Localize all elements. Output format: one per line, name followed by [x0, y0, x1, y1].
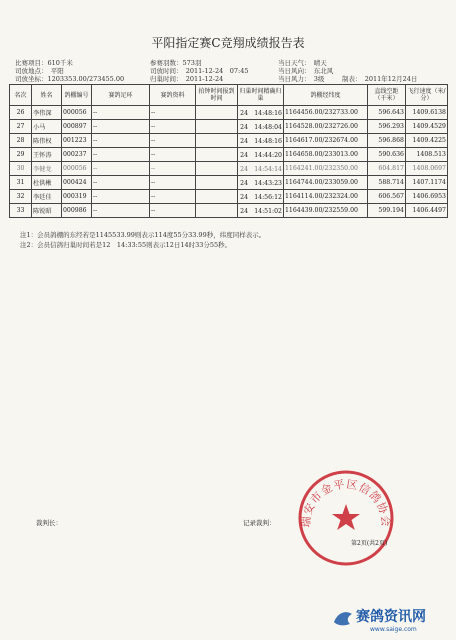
loft-id-cell: 000319 — [62, 190, 92, 204]
distance-cell: 596.643 — [368, 106, 406, 120]
stamp-text: 瑞安市金平区信鸽协会 — [299, 477, 393, 528]
table-row — [10, 176, 448, 190]
table-row — [10, 120, 448, 134]
pigeon-info-cell: -- — [150, 134, 196, 148]
info-wind-force: 当日风力： 3级 — [278, 75, 325, 83]
header-speed: 飞行速度（米/分） — [406, 85, 448, 106]
header-rank: 名次 — [10, 85, 32, 106]
header-distance: 直线空距（千米） — [368, 85, 406, 106]
clock-time-cell — [196, 134, 238, 148]
header-return-time: 归巢时间精确归巢 — [238, 85, 284, 106]
star-icon — [332, 504, 360, 530]
name-cell: 李廷佳 — [32, 190, 62, 204]
ring-cell: -- — [92, 176, 150, 190]
clock-time-cell — [196, 190, 238, 204]
note-1: 注1：会员鸽棚的东经若是1145533.99则表示114度55分33.99秒，纬度同样表示。 — [20, 231, 266, 239]
table-row — [10, 148, 448, 162]
distance-cell: 596.868 — [368, 134, 406, 148]
return-time-cell: 24 14:43:23 — [238, 176, 284, 190]
loft-id-cell: 000056 — [62, 162, 92, 176]
info-wind-direction: 当日风向： 东北风 — [278, 67, 334, 75]
info-weather: 当日天气： 晴天 — [278, 59, 327, 67]
return-time-cell: 24 14:51:02 — [238, 204, 284, 218]
header-loft-coordinates: 鸽棚经纬度 — [284, 85, 368, 106]
info-coord: 司放坐标：1203353.00/273455.00 — [15, 75, 125, 83]
table-row — [10, 134, 448, 148]
table-row — [10, 106, 448, 120]
speed-cell: 1409.4529 — [406, 120, 448, 134]
pigeon-info-cell: -- — [150, 148, 196, 162]
coordinates-cell: 1164114.00/232324.00 — [284, 190, 368, 204]
table-row — [10, 190, 448, 204]
header-ring: 赛鸽足环 — [92, 85, 150, 106]
return-time-cell: 24 14:48:16 — [238, 106, 284, 120]
info-return-time: 归巢时间： 2011-12-24 — [150, 75, 224, 83]
distance-cell: 604.817 — [368, 162, 406, 176]
clock-time-cell — [196, 148, 238, 162]
info-report-date: 制表： 2011年12月24日 — [342, 75, 418, 83]
return-time-cell: 24 14:48:04 — [238, 120, 284, 134]
header-name: 姓名 — [32, 85, 62, 106]
pigeon-info-cell: -- — [150, 176, 196, 190]
coordinates-cell: 1164456.00/232733.00 — [284, 106, 368, 120]
return-time-cell: 24 14:48:16 — [238, 134, 284, 148]
ring-cell: -- — [92, 204, 150, 218]
distance-cell: 596.293 — [368, 120, 406, 134]
speed-cell: 1409.4225 — [406, 134, 448, 148]
page-number: 第2页(共2页) — [351, 540, 388, 547]
info-count: 参赛羽数：573羽 — [150, 59, 202, 67]
return-time-cell: 24 14:54:14 — [238, 162, 284, 176]
pigeon-info-cell: -- — [150, 106, 196, 120]
name-cell: 陈伟权 — [32, 134, 62, 148]
rank-cell: 29 — [10, 148, 32, 162]
ring-cell: -- — [92, 190, 150, 204]
rank-cell: 28 — [10, 134, 32, 148]
page-title: 平阳指定赛C竞翔成绩报告表 — [151, 36, 305, 50]
distance-cell: 599.194 — [368, 204, 406, 218]
pigeon-logo-icon — [334, 612, 352, 625]
ring-cell: -- — [92, 120, 150, 134]
return-time-cell: 24 14:56:12 — [238, 190, 284, 204]
distance-cell: 606.567 — [368, 190, 406, 204]
recorder-label: 记录裁判： — [243, 519, 276, 527]
ring-cell: -- — [92, 106, 150, 120]
name-cell: 陈锐昭 — [32, 204, 62, 218]
association-seal — [296, 468, 396, 568]
coordinates-cell: 1164744.00/233059.00 — [284, 176, 368, 190]
table-row — [10, 204, 448, 218]
pigeon-info-cell: -- — [150, 120, 196, 134]
distance-cell: 588.714 — [368, 176, 406, 190]
rank-cell: 26 — [10, 106, 32, 120]
watermark-brand: 赛鸽资讯网 — [356, 609, 426, 625]
ring-cell: -- — [92, 148, 150, 162]
pigeon-info-cell: -- — [150, 204, 196, 218]
header-clock-time: 拍钟时间报到时间 — [196, 85, 238, 106]
loft-id-cell: 000897 — [62, 120, 92, 134]
rank-cell: 30 — [10, 162, 32, 176]
referee-label: 裁判长： — [36, 519, 62, 527]
loft-id-cell: 001223 — [62, 134, 92, 148]
coordinates-cell: 1164439.00/232559.00 — [284, 204, 368, 218]
speed-cell: 1409.6138 — [406, 106, 448, 120]
results-table — [9, 84, 448, 218]
name-cell: 小马 — [32, 120, 62, 134]
ring-cell: -- — [92, 134, 150, 148]
loft-id-cell: 000986 — [62, 204, 92, 218]
speed-cell: 1408.513 — [406, 148, 448, 162]
pigeon-info-cell: -- — [150, 162, 196, 176]
name-cell: 李伟深 — [32, 106, 62, 120]
return-time-cell: 24 14:44:20 — [238, 148, 284, 162]
watermark-url: www.saige.com — [370, 626, 417, 633]
loft-id-cell: 000056 — [62, 106, 92, 120]
rank-cell: 27 — [10, 120, 32, 134]
note-2: 注2：会员信鸽归巢时间若是12 14:33:55则表示12日14时33分55秒。 — [20, 241, 232, 249]
rank-cell: 32 — [10, 190, 32, 204]
coordinates-cell: 1164528.00/232726.00 — [284, 120, 368, 134]
distance-cell: 590.636 — [368, 148, 406, 162]
header-loft-id: 鸽棚编号 — [62, 85, 92, 106]
clock-time-cell — [196, 120, 238, 134]
table-header-row — [10, 85, 448, 106]
coordinates-cell: 1164658.00/233013.00 — [284, 148, 368, 162]
header-pigeon-info: 赛鸽资料 — [150, 85, 196, 106]
rank-cell: 31 — [10, 176, 32, 190]
coordinates-cell: 1164617.00/232674.00 — [284, 134, 368, 148]
name-cell: 李健龙 — [32, 162, 62, 176]
clock-time-cell — [196, 176, 238, 190]
info-project: 比赛项目：610千米 — [15, 59, 73, 67]
info-release-time: 司放时间： 2011-12-24 07:45 — [150, 67, 249, 75]
pigeon-info-cell: -- — [150, 190, 196, 204]
rank-cell: 33 — [10, 204, 32, 218]
speed-cell: 1406.4497 — [406, 204, 448, 218]
ring-cell: -- — [92, 162, 150, 176]
info-place: 司放地点： 平阳 — [15, 67, 64, 75]
name-cell: 杜供楸 — [32, 176, 62, 190]
clock-time-cell — [196, 204, 238, 218]
table-row — [10, 162, 448, 176]
site-watermark — [330, 604, 448, 634]
name-cell: 王怀涛 — [32, 148, 62, 162]
loft-id-cell: 000424 — [62, 176, 92, 190]
loft-id-cell: 000237 — [62, 148, 92, 162]
speed-cell: 1407.1174 — [406, 176, 448, 190]
speed-cell: 1406.6953 — [406, 190, 448, 204]
coordinates-cell: 1164241.00/232350.00 — [284, 162, 368, 176]
clock-time-cell — [196, 106, 238, 120]
clock-time-cell — [196, 162, 238, 176]
speed-cell: 1408.0697 — [406, 162, 448, 176]
